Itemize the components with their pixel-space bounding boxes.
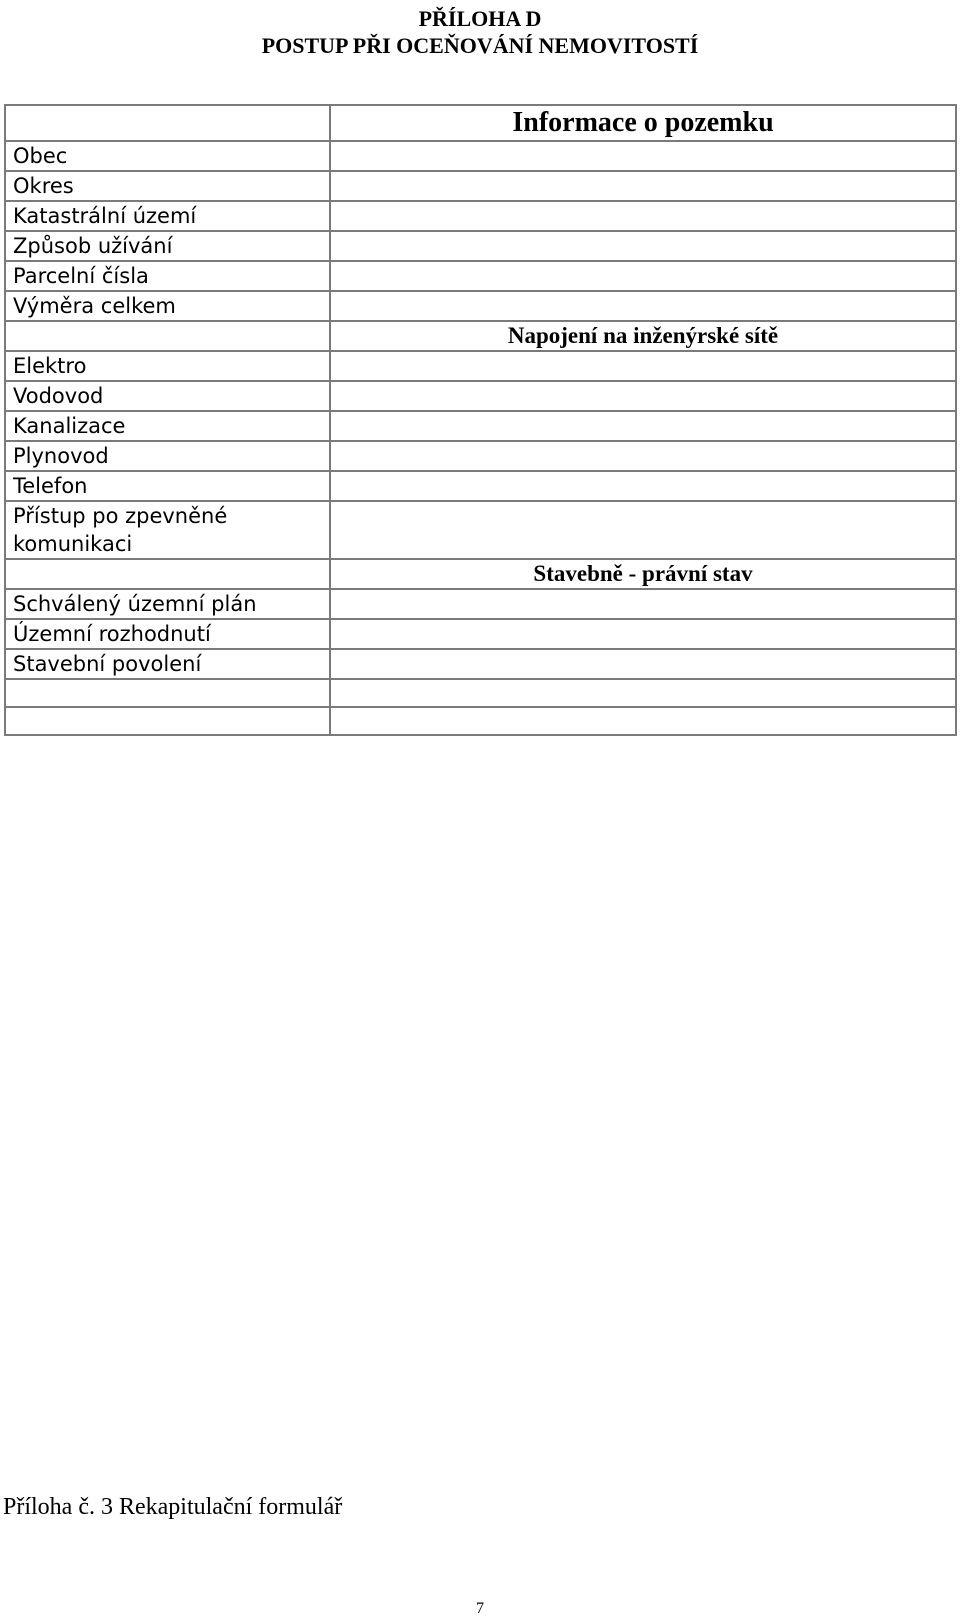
value-cell[interactable] [330, 261, 956, 291]
table-row [5, 501, 956, 559]
row-label: Výměra celkem [5, 291, 330, 321]
table-row [5, 261, 956, 291]
value-cell[interactable] [330, 441, 956, 471]
table-row [5, 291, 956, 321]
document-title: POSTUP PŘI OCEŇOVÁNÍ NEMOVITOSTÍ [261, 33, 699, 58]
value-cell[interactable] [330, 411, 956, 441]
row-label: Způsob užívání [5, 231, 330, 261]
table-row [5, 471, 956, 501]
table-row [5, 141, 956, 171]
table-row [5, 589, 956, 619]
value-cell[interactable] [330, 501, 956, 559]
page-number: 7 [476, 1600, 484, 1617]
table-row [5, 351, 956, 381]
row-label: Územní rozhodnutí [5, 619, 330, 649]
value-cell[interactable] [330, 679, 956, 707]
figure-caption: Příloha č. 3 Rekapitulační formulář [3, 1494, 343, 1520]
row-label: Okres [5, 171, 330, 201]
table-row [5, 649, 956, 679]
value-cell[interactable] [330, 589, 956, 619]
value-cell[interactable] [330, 291, 956, 321]
appendix-title: PŘÍLOHA D [418, 6, 542, 31]
row-label: Katastrální území [5, 201, 330, 231]
row-label: Plynovod [5, 441, 330, 471]
empty-cell [5, 321, 330, 351]
table-row [5, 619, 956, 649]
value-cell[interactable] [330, 649, 956, 679]
section-row-land-info [5, 105, 956, 141]
value-cell[interactable] [330, 351, 956, 381]
value-cell[interactable] [330, 201, 956, 231]
value-cell[interactable] [330, 171, 956, 201]
row-label: Parcelní čísla [5, 261, 330, 291]
value-cell[interactable] [330, 141, 956, 171]
empty-cell [5, 559, 330, 589]
table-row [5, 411, 956, 441]
row-label: Elektro [5, 351, 330, 381]
row-label: Schválený územní plán [5, 589, 330, 619]
row-label: Telefon [5, 471, 330, 501]
section-heading-utilities: Napojení na inženýrské sítě [330, 321, 956, 351]
value-cell[interactable] [330, 619, 956, 649]
section-row-utilities [5, 321, 956, 351]
table-row [5, 231, 956, 261]
row-label: Přístup po zpevněné komunikaci [5, 501, 330, 559]
table-row [5, 707, 956, 735]
empty-cell [5, 679, 330, 707]
value-cell[interactable] [330, 707, 956, 735]
row-label: Vodovod [5, 381, 330, 411]
section-row-legal [5, 559, 956, 589]
section-heading-legal: Stavebně - právní stav [330, 559, 956, 589]
value-cell[interactable] [330, 471, 956, 501]
row-label: Obec [5, 141, 330, 171]
table-row [5, 381, 956, 411]
empty-cell [5, 105, 330, 141]
table-row [5, 679, 956, 707]
empty-cell [5, 707, 330, 735]
table-row [5, 441, 956, 471]
table-row [5, 171, 956, 201]
section-heading-land-info: Informace o pozemku [330, 105, 956, 141]
row-label: Kanalizace [5, 411, 330, 441]
table-row [5, 201, 956, 231]
value-cell[interactable] [330, 231, 956, 261]
valuation-form-table [4, 104, 957, 736]
value-cell[interactable] [330, 381, 956, 411]
row-label: Stavební povolení [5, 649, 330, 679]
